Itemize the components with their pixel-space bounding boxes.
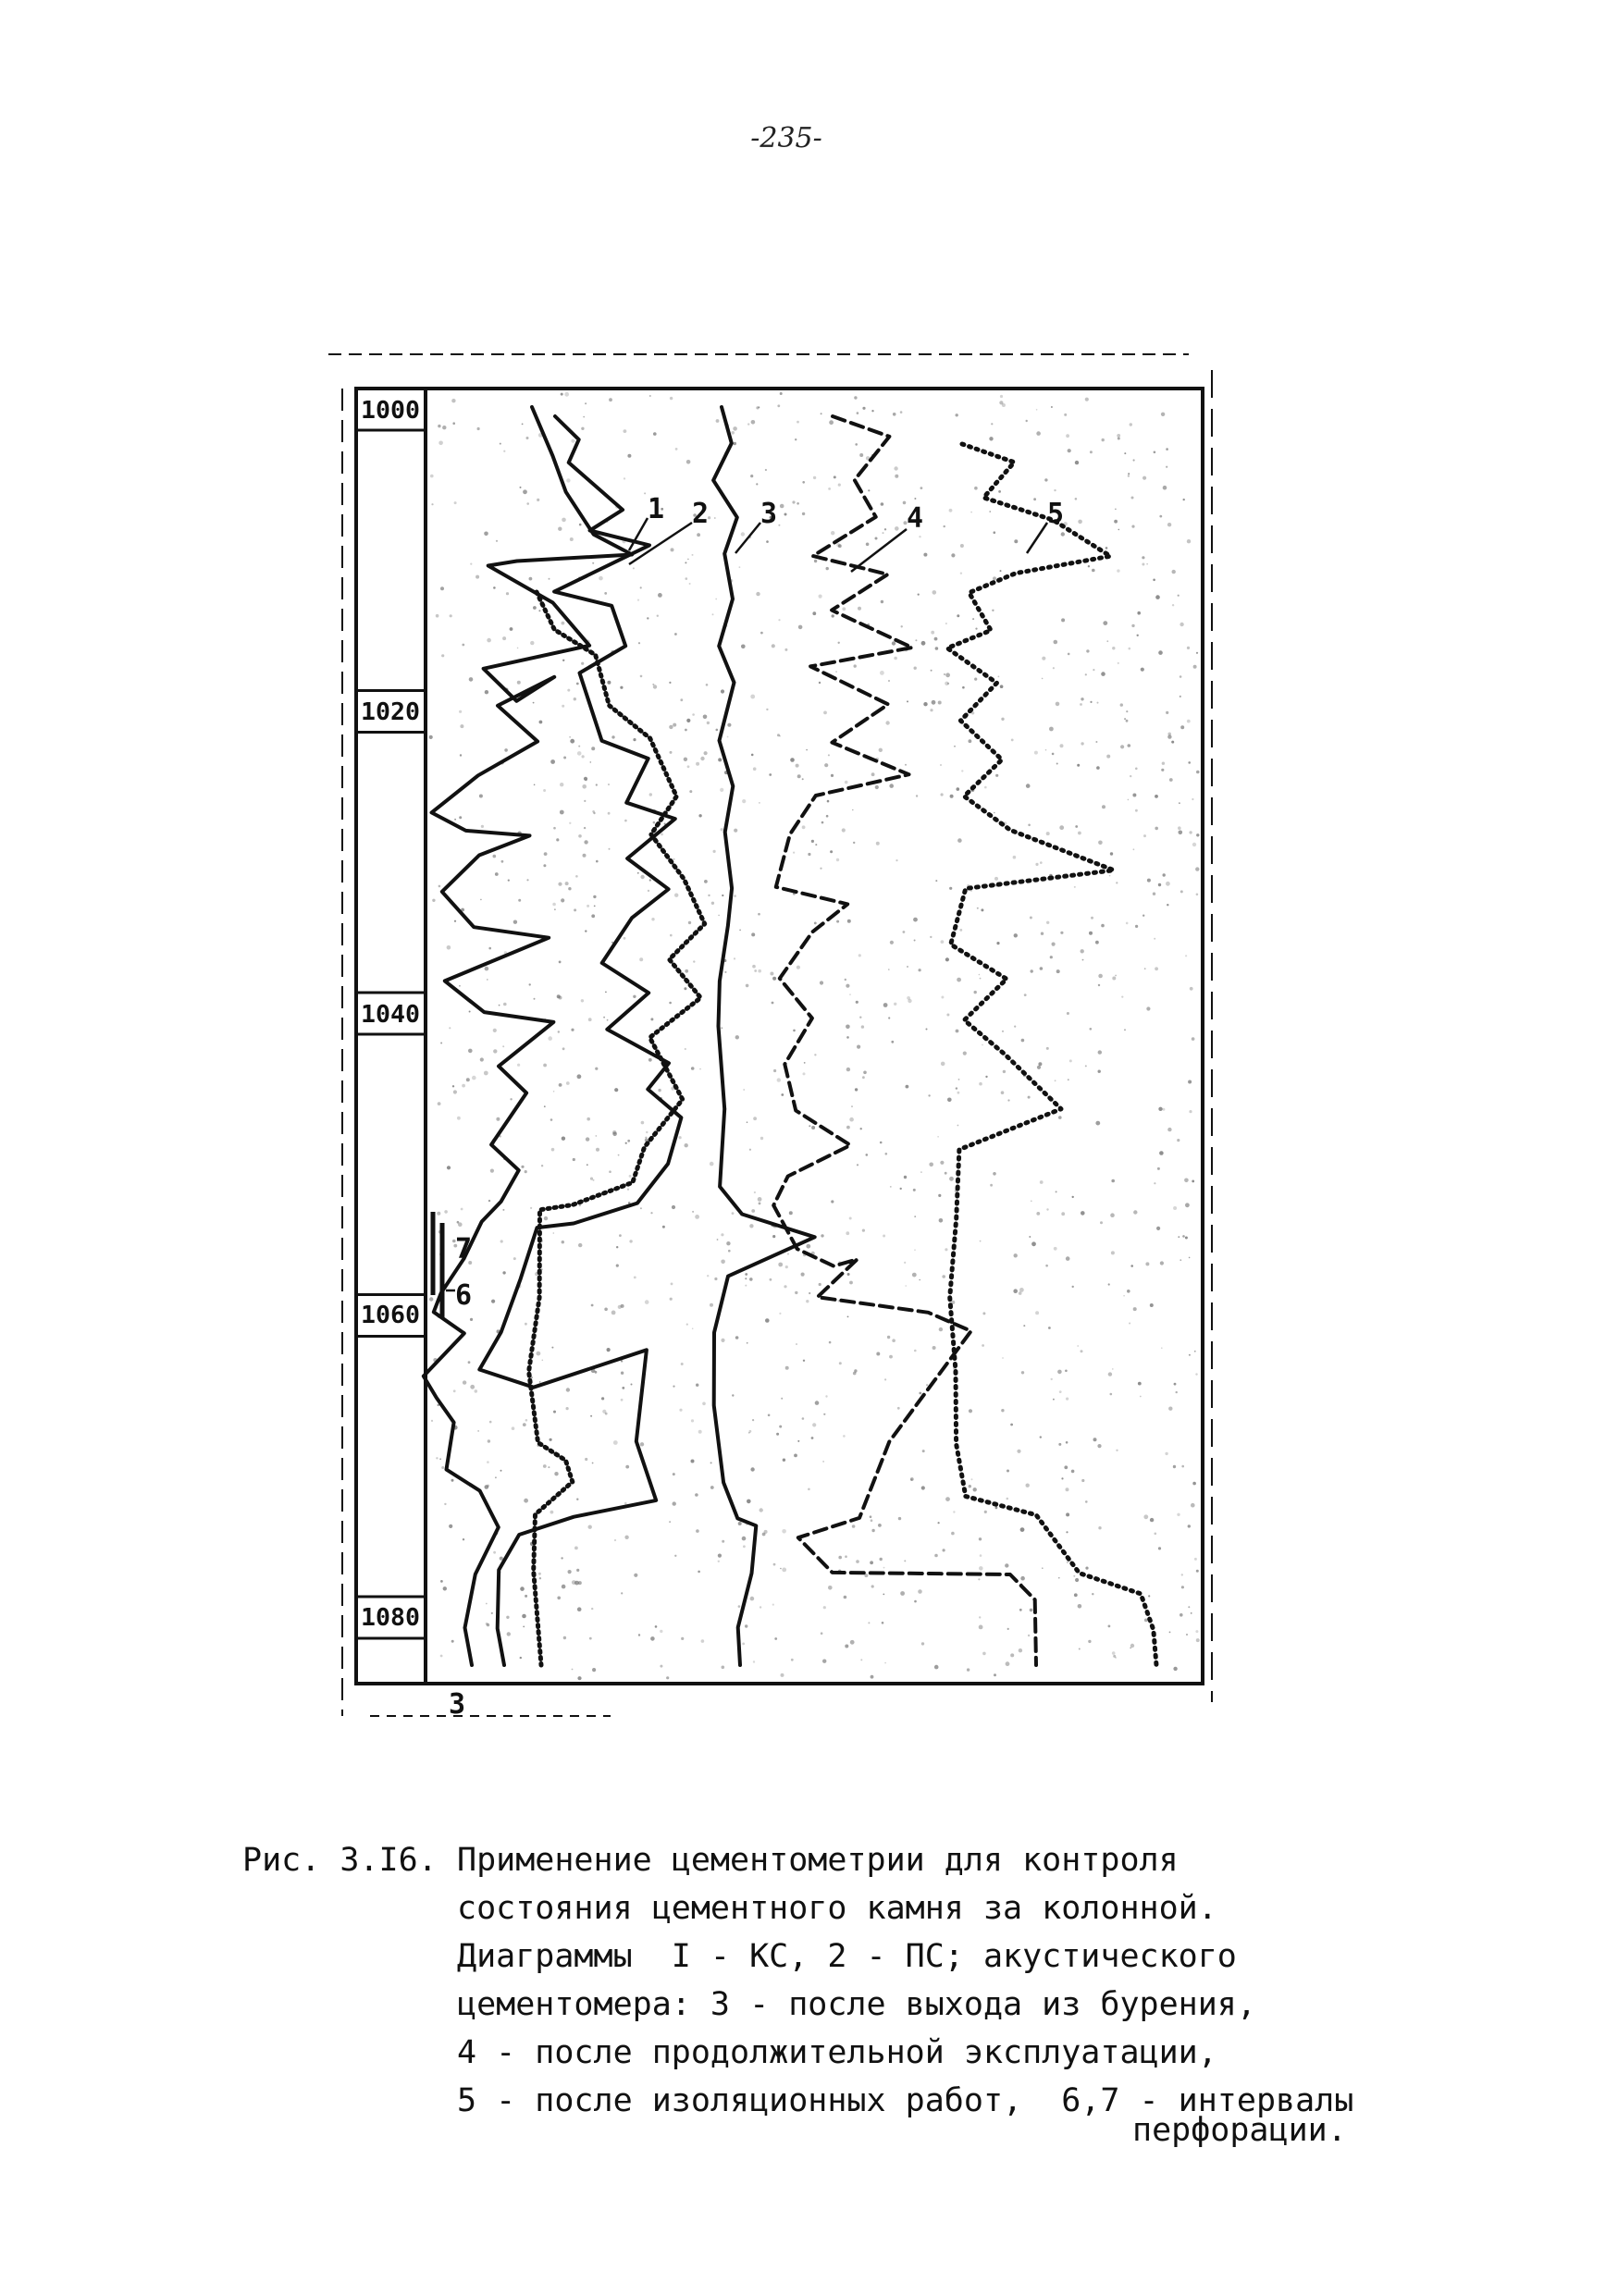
caption-line-4: цементомера: 3 - после выхода из бурения, <box>457 1986 1256 2023</box>
curve-label-4: 4 <box>907 502 924 535</box>
background-speckle <box>429 392 1200 1680</box>
caption-line-3: Диаграммы I - КС, 2 - ПС; акустического <box>457 1938 1237 1975</box>
depth-labels <box>361 397 420 1632</box>
log-frame <box>328 354 1212 1716</box>
curve-label-3: 3 <box>760 498 778 530</box>
caption-figure-label: Рис. 3.І6. <box>242 1842 438 1879</box>
caption-line-2: состояния цементного камня за колонной. <box>457 1890 1217 1927</box>
depth-track <box>356 389 426 1684</box>
perforation-label-7: 7 <box>455 1233 473 1265</box>
curve-label-2: 2 <box>692 498 710 530</box>
page-number: -235- <box>750 122 822 154</box>
curve-5-cement-isolation <box>947 444 1156 1665</box>
caption-text <box>457 1836 1353 2125</box>
log-curves <box>424 407 1156 1665</box>
depth-label-1000: 1000 <box>361 397 420 425</box>
plot-border <box>426 389 1203 1684</box>
caption-line-1: Применение цементометрии для контроля <box>457 1842 1179 1879</box>
curve-4-cement-exploitation <box>773 416 1036 1665</box>
bottom-curve-label-3: 3 <box>449 1688 466 1721</box>
curve-label-1: 1 <box>648 493 665 525</box>
perforation-label-6: 6 <box>455 1279 473 1312</box>
depth-label-1040: 1040 <box>361 1001 420 1029</box>
curve-1-ks <box>424 407 632 1665</box>
depth-label-1020: 1020 <box>361 698 420 726</box>
depth-label-1080: 1080 <box>361 1604 420 1632</box>
curve-label-5: 5 <box>1047 498 1065 530</box>
caption-line-5: 4 - после продолжительной эксплуатации, <box>457 2034 1217 2071</box>
depth-label-1060: 1060 <box>361 1302 420 1329</box>
caption-line-7: перфорации. <box>1132 2112 1347 2149</box>
caption-line-6: 5 - после изоляционных работ, 6,7 - интервалы <box>457 2082 1354 2119</box>
